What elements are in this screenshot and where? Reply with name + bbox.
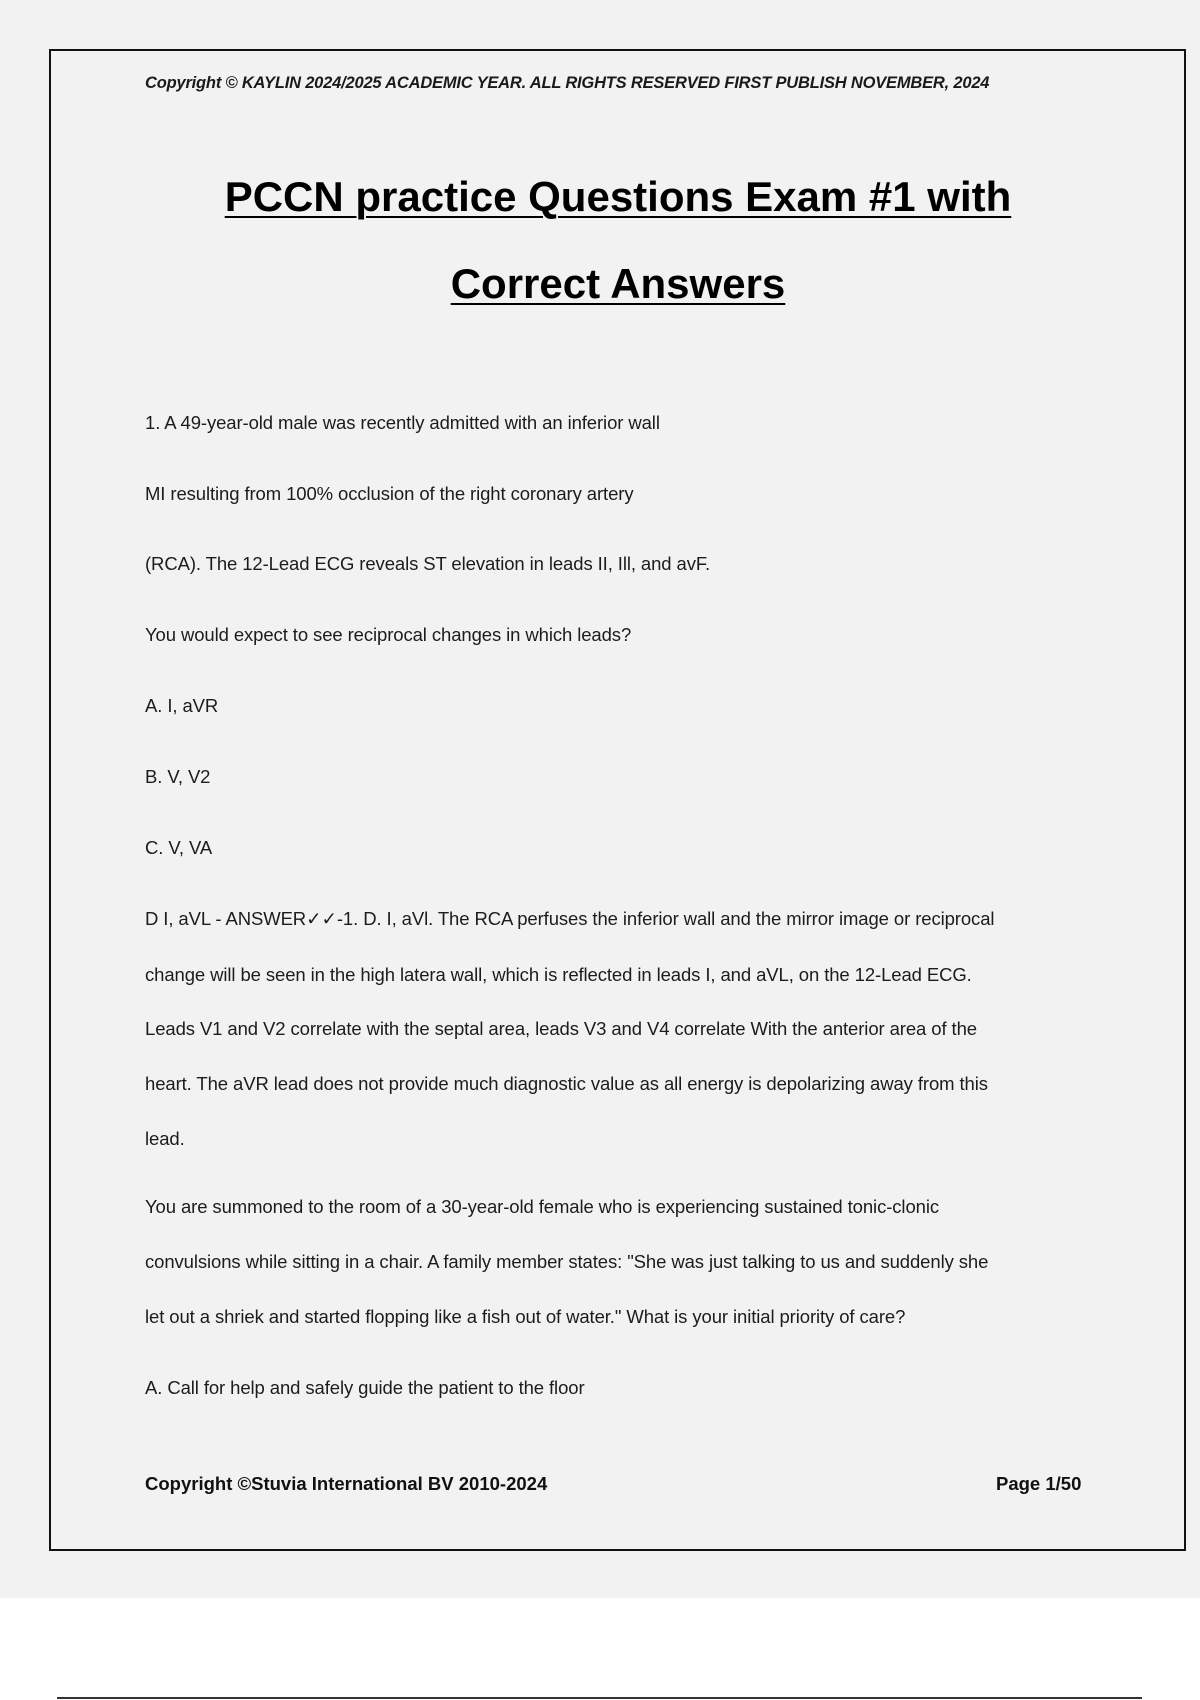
question-1-stem-line: You would expect to see reciprocal changes in which leads? bbox=[145, 624, 632, 645]
question-1-answer-line: heart. The aVR lead does not provide much diagnostic value as all energy is depolarizing away from this bbox=[145, 1073, 988, 1094]
question-1-answer-line: lead. bbox=[145, 1128, 185, 1149]
question-2-option-a: A. Call for help and safely guide the patient to the floor bbox=[145, 1377, 585, 1398]
document-title-line-2: Correct Answers bbox=[450, 260, 786, 307]
question-1-option-c: C. V, VA bbox=[145, 837, 213, 858]
page-number: Page 1/50 bbox=[996, 1473, 1082, 1494]
question-1-answer-line: Leads V1 and V2 correlate with the septal area, leads V3 and V4 correlate With the anterior area of the bbox=[145, 1018, 977, 1039]
question-1-stem-line: 1. A 49-year-old male was recently admitted with an inferior wall bbox=[145, 412, 660, 433]
next-page-divider bbox=[57, 1697, 1142, 1699]
question-2-stem-line: convulsions while sitting in a chair. A family member states: "She was just talking to us and suddenly she bbox=[145, 1251, 989, 1272]
question-2-stem-line: let out a shriek and started flopping like a fish out of water." What is your initial priority of care? bbox=[145, 1306, 906, 1327]
question-1-answer-line: D I, aVL - ANSWER✓✓-1. D. I, aVl. The RCA perfuses the inferior wall and the mirror image or reciprocal bbox=[145, 908, 995, 929]
question-1-option-a: A. I, aVR bbox=[145, 695, 219, 716]
question-1-answer-line: change will be seen in the high latera wall, which is reflected in leads I, and aVL, on the 12-Lead ECG. bbox=[145, 964, 972, 985]
question-1-stem-line: (RCA). The 12-Lead ECG reveals ST elevation in leads II, Ill, and avF. bbox=[145, 553, 711, 574]
question-1-option-b: B. V, V2 bbox=[145, 766, 211, 787]
footer-copyright: Copyright ©Stuvia International BV 2010-2024 bbox=[145, 1473, 548, 1494]
header-copyright: Copyright © KAYLIN 2024/2025 ACADEMIC YEAR. ALL RIGHTS RESERVED FIRST PUBLISH NOVEMBER, 2024 bbox=[145, 74, 990, 92]
question-1-stem-line: MI resulting from 100% occlusion of the right coronary artery bbox=[145, 483, 634, 504]
document-title-line-1: PCCN practice Questions Exam #1 with bbox=[224, 173, 1012, 220]
question-2-stem-line: You are summoned to the room of a 30-year-old female who is experiencing sustained tonic-clonic bbox=[145, 1196, 939, 1217]
